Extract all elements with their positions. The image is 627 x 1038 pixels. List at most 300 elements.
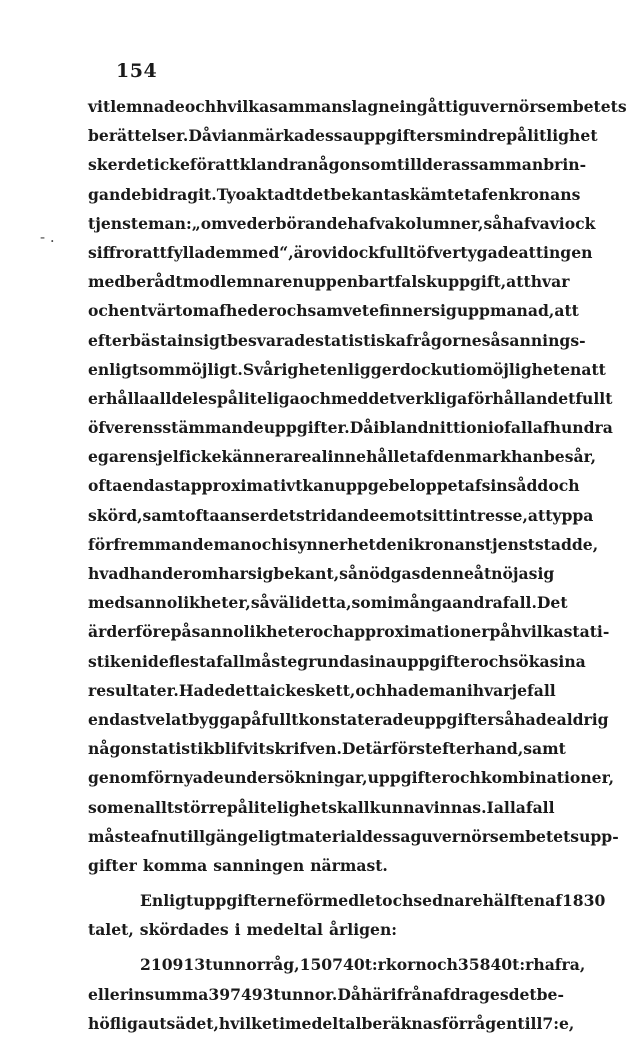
word: konstaterade (298, 709, 414, 729)
word: allt (144, 797, 175, 817)
word: fall (216, 651, 245, 671)
word: kolumner, (394, 213, 484, 233)
word: han (129, 564, 163, 583)
word: detta (224, 680, 270, 700)
text-line (88, 980, 564, 1009)
word: många (393, 593, 453, 613)
word: så (481, 330, 501, 350)
word: med (88, 593, 126, 613)
word: och (299, 388, 332, 408)
word: sednare (413, 891, 483, 911)
text-line (88, 950, 586, 979)
word: och (548, 476, 580, 496)
word: afdrages (432, 984, 509, 1004)
word: enligt (88, 359, 140, 379)
word: flesta (168, 651, 217, 671)
word: derom (162, 564, 219, 583)
word: öfvertygade (416, 242, 519, 262)
word: t:r (364, 955, 386, 975)
word: vederbörande (227, 213, 348, 233)
word: i (141, 651, 148, 671)
word: med (331, 388, 369, 408)
word: Det (341, 739, 373, 759)
word: åtnöja (473, 564, 529, 583)
word: har (218, 564, 248, 583)
word: Hade (178, 680, 225, 700)
word: uppgifter. (263, 418, 350, 438)
word: mindre (443, 126, 507, 146)
word: sannolikheter, (125, 593, 251, 613)
text-line (88, 501, 594, 530)
word: ingått (399, 97, 453, 116)
word: af (471, 184, 489, 204)
word: endast (122, 476, 181, 496)
word: af (464, 476, 482, 496)
word: bygga (188, 709, 241, 729)
word: och (478, 651, 510, 671)
text-line (88, 150, 587, 179)
word: för (189, 155, 216, 175)
word: fall (504, 418, 533, 438)
word: måste (244, 651, 298, 671)
word: ofta (88, 476, 123, 496)
word: sammanslagne (269, 97, 400, 116)
word: uppgifterne (193, 891, 297, 911)
word: i (234, 920, 241, 940)
word: man (428, 680, 467, 700)
word: guvernörsembetets (458, 97, 627, 116)
word: anmärka (226, 126, 305, 146)
word: berättelser. (88, 126, 189, 146)
page-number: 154 (116, 60, 158, 82)
word: insigt (177, 330, 228, 350)
word: uppgifters (352, 126, 444, 146)
word: detta, (300, 593, 352, 613)
word: bekant, (273, 564, 340, 583)
text-line (88, 1009, 575, 1038)
word: till (396, 155, 422, 175)
word: närmast. (310, 855, 388, 875)
word: och (184, 97, 217, 116)
word: pålitlighet (506, 126, 598, 146)
word: stridande (295, 505, 380, 525)
word: hvilka (216, 97, 270, 116)
word: Då (188, 126, 212, 146)
word: till (517, 1013, 543, 1033)
word: Då (349, 418, 374, 438)
word: nu (157, 826, 181, 846)
word: för (441, 1013, 467, 1033)
word: af (416, 447, 434, 467)
text-line (88, 267, 570, 296)
word: uppmanad, (456, 301, 555, 321)
word: fullt (575, 388, 613, 408)
word: af (545, 891, 562, 911)
word: fremmande (113, 534, 214, 554)
word: bidragit. (141, 184, 217, 204)
word: sannolikheter (191, 622, 313, 642)
word: berådt (125, 272, 183, 292)
word: uppge (334, 476, 389, 496)
word: känner (221, 447, 284, 467)
word: i (282, 534, 289, 554)
word: statistik (142, 739, 215, 759)
word: egaren (88, 447, 149, 467)
word: samt (523, 739, 566, 759)
word: hafra, (533, 955, 586, 975)
word: måste (88, 826, 141, 846)
word: hafva (502, 213, 550, 233)
word: falsk (394, 272, 437, 292)
text-line (88, 647, 586, 676)
word: utsädet, (148, 1013, 219, 1033)
word: talet, (88, 920, 134, 940)
word: sig (528, 564, 555, 583)
word: 35840 (457, 955, 513, 975)
word: de (294, 330, 316, 350)
word: så (495, 709, 515, 729)
word: ingen (543, 242, 593, 262)
word: material (288, 826, 363, 846)
word: sina (360, 651, 397, 671)
word: som (351, 593, 388, 613)
word: resultater. (88, 680, 179, 700)
text-line (88, 588, 568, 617)
word: beloppet (388, 476, 465, 496)
word: äro (293, 242, 323, 262)
word: en (488, 184, 510, 204)
word: alldeles (149, 388, 217, 408)
word: frågorne (405, 330, 482, 350)
word: samvete (307, 301, 380, 321)
word: omöjligheten (465, 359, 582, 379)
text-line (88, 384, 613, 413)
word: „om (191, 213, 228, 233)
word: be- (536, 984, 564, 1004)
word: pålitelighet (226, 797, 329, 817)
word: bekanta (330, 184, 401, 204)
word: stati- (563, 622, 610, 642)
word: upp- (579, 826, 619, 846)
word: efter (88, 330, 130, 350)
margin-mark: - . (40, 228, 55, 246)
text-line (88, 442, 597, 471)
word: Svårigheten (242, 359, 349, 379)
word: dock (399, 359, 442, 379)
word: deras (421, 155, 470, 175)
word: förnyade (147, 768, 224, 788)
word: hafva (347, 213, 395, 233)
word: skörd, (88, 505, 143, 525)
word: sig (247, 564, 274, 583)
word: en (123, 797, 145, 817)
word: skördades (139, 920, 229, 940)
word: efterhand, (432, 739, 524, 759)
word: höfliga (88, 1013, 149, 1033)
word: någon (307, 155, 362, 175)
word: approximationer (344, 622, 490, 642)
word: mark (465, 447, 512, 467)
word: kronans (413, 534, 485, 554)
word: tjenst (484, 534, 535, 554)
word: är (88, 622, 107, 642)
word: att (527, 505, 553, 525)
word: i (407, 534, 414, 554)
word: i (279, 1013, 286, 1033)
word: uppgifter (413, 709, 496, 729)
word: Enligt (140, 891, 194, 911)
word: tjensteman: (88, 213, 192, 233)
word: sannings- (500, 330, 586, 350)
word: eller (88, 984, 128, 1004)
word: stiken (88, 651, 142, 671)
word: samt (142, 505, 186, 525)
word: denne (420, 564, 474, 583)
text-line (88, 355, 606, 384)
word: möjligt. (174, 359, 243, 379)
word: intresse, (452, 505, 528, 525)
word: att (142, 242, 167, 262)
word: vi (211, 126, 227, 146)
word: den (375, 534, 408, 554)
word: erhålla (88, 388, 150, 408)
word: oaktadt (235, 184, 303, 204)
word: grunda (297, 651, 361, 671)
text-line (88, 413, 613, 442)
word: och (426, 955, 458, 975)
word: dessa (304, 126, 353, 146)
word: och (88, 301, 120, 321)
text-line (88, 676, 556, 705)
word: större (174, 797, 227, 817)
word: genom (88, 768, 148, 788)
word: att (506, 272, 531, 292)
word: 7:e, (542, 1013, 575, 1033)
word: skall (328, 797, 370, 817)
word: Det (536, 593, 568, 613)
word: anser (219, 505, 268, 525)
word: 397493 (208, 984, 274, 1004)
word: förhållandet (467, 388, 576, 408)
word: andra (452, 593, 503, 613)
word: den (433, 447, 466, 467)
text-line (88, 915, 546, 944)
word: fullt (261, 709, 299, 729)
word: det (267, 505, 296, 525)
word: det (508, 984, 537, 1004)
word: kombinationer, (480, 768, 615, 788)
word: som (361, 155, 397, 175)
text-line (88, 209, 596, 238)
word: summa (145, 984, 209, 1004)
word: fall. (502, 593, 537, 613)
text-line (88, 793, 555, 822)
word: blifvit (214, 739, 266, 759)
word: sådd (507, 476, 549, 496)
word: och (355, 680, 387, 700)
word: icke (185, 447, 222, 467)
word: yppa (552, 505, 594, 525)
word: för (88, 534, 114, 554)
word: råg, (264, 955, 300, 975)
word: så (483, 213, 503, 233)
word: approximativt (180, 476, 303, 496)
text-line (88, 886, 606, 915)
text-line (88, 822, 619, 851)
word: dessa (362, 826, 411, 846)
word: man (213, 534, 252, 554)
word: besår, (543, 447, 597, 467)
word: det (125, 155, 154, 175)
word: arealinnehållet (283, 447, 417, 467)
word: uppgifter (367, 768, 450, 788)
word: i (466, 680, 473, 700)
word: fullt (379, 242, 417, 262)
word: årligen: (328, 920, 398, 940)
word: sanningen (213, 855, 305, 875)
word: hvilket (218, 1013, 280, 1033)
word: 1830 (561, 891, 606, 911)
word: hade (386, 680, 429, 700)
word: såväl (250, 593, 295, 613)
word: klandra (239, 155, 308, 175)
word: korn (385, 955, 427, 975)
word: fall (525, 797, 555, 817)
word: Då (337, 984, 361, 1004)
text-line (88, 530, 599, 559)
word: tvärtom (140, 301, 210, 321)
word: att (518, 242, 544, 262)
word: sker (88, 155, 126, 175)
text-line (88, 559, 555, 588)
word: nödgas (358, 564, 421, 583)
text-line (88, 121, 598, 150)
word: det (368, 388, 397, 408)
word: beräknas (361, 1013, 442, 1033)
word: heder (226, 301, 277, 321)
word: derföre (106, 622, 171, 642)
word: de (147, 651, 169, 671)
text-line (88, 180, 581, 209)
word: sin (481, 476, 508, 496)
word: gande (88, 184, 142, 204)
word: med (88, 272, 126, 292)
text-line (88, 238, 593, 267)
word: kan (302, 476, 335, 496)
word: statistiska (315, 330, 406, 350)
word: en (119, 301, 141, 321)
word: tunnor (205, 955, 265, 975)
word: icke (153, 155, 190, 175)
word: dock (337, 242, 379, 262)
word: komma (142, 855, 208, 875)
word: fall (527, 680, 556, 700)
word: i (294, 593, 301, 613)
word: uti (441, 359, 466, 379)
word: med“, (241, 242, 294, 262)
word: af (209, 301, 226, 321)
word: och (276, 301, 308, 321)
word: stadde, (534, 534, 599, 554)
word: besvara (227, 330, 295, 350)
word: att (215, 155, 240, 175)
text-line (88, 763, 615, 792)
word: gifter (88, 855, 137, 875)
word: ock (564, 213, 596, 233)
word: söka (509, 651, 550, 671)
word: medeltal (246, 920, 323, 940)
word: på (489, 622, 511, 642)
word: sitt (423, 505, 453, 525)
word: t:r (512, 955, 534, 975)
text-line (88, 734, 566, 763)
word: uppgifter (396, 651, 479, 671)
word: i (387, 593, 394, 613)
word: hvar (530, 272, 570, 292)
word: dem (204, 242, 242, 262)
word: af (532, 418, 550, 438)
word: någon (88, 739, 143, 759)
word: medlet (321, 891, 383, 911)
word: sammanbrin- (469, 155, 587, 175)
word: verkliga (396, 388, 468, 408)
text-line (88, 705, 609, 734)
word: hvilka (510, 622, 564, 642)
word: kunna (369, 797, 425, 817)
word: i (452, 97, 459, 116)
word: för (296, 891, 322, 911)
text-line (88, 92, 627, 121)
text-line (88, 471, 580, 500)
word: uppgift, (436, 272, 507, 292)
word: vit (88, 97, 111, 116)
word: på (240, 709, 262, 729)
text-line (88, 326, 586, 355)
word: Ty (216, 184, 236, 204)
word: en (282, 272, 304, 292)
word: tunnor. (273, 984, 338, 1004)
word: han (511, 447, 544, 467)
word: först (390, 739, 433, 759)
word: vi (322, 242, 338, 262)
word: lemnar (220, 272, 283, 292)
word: öfverensstämmande (88, 418, 264, 438)
word: på (170, 622, 192, 642)
body-text (88, 92, 627, 1038)
word: skett, (306, 680, 356, 700)
word: in (127, 984, 146, 1004)
word: emot (379, 505, 424, 525)
text-line (88, 851, 546, 880)
word: velat (146, 709, 189, 729)
word: så (339, 564, 359, 583)
word: som (139, 359, 175, 379)
word: härifrån (361, 984, 433, 1004)
word: sjelf (148, 447, 186, 467)
word: hvad (88, 564, 130, 583)
word: tillgängeligt (180, 826, 289, 846)
word: uppenbart (303, 272, 395, 292)
word: 150740 (299, 955, 365, 975)
word: påliteliga (216, 388, 300, 408)
word: ibland (373, 418, 429, 438)
word: hundra (549, 418, 613, 438)
word: hade (514, 709, 557, 729)
word: icke (269, 680, 306, 700)
word: kronans (509, 184, 581, 204)
word: sig (431, 301, 457, 321)
word: lemnade (110, 97, 185, 116)
